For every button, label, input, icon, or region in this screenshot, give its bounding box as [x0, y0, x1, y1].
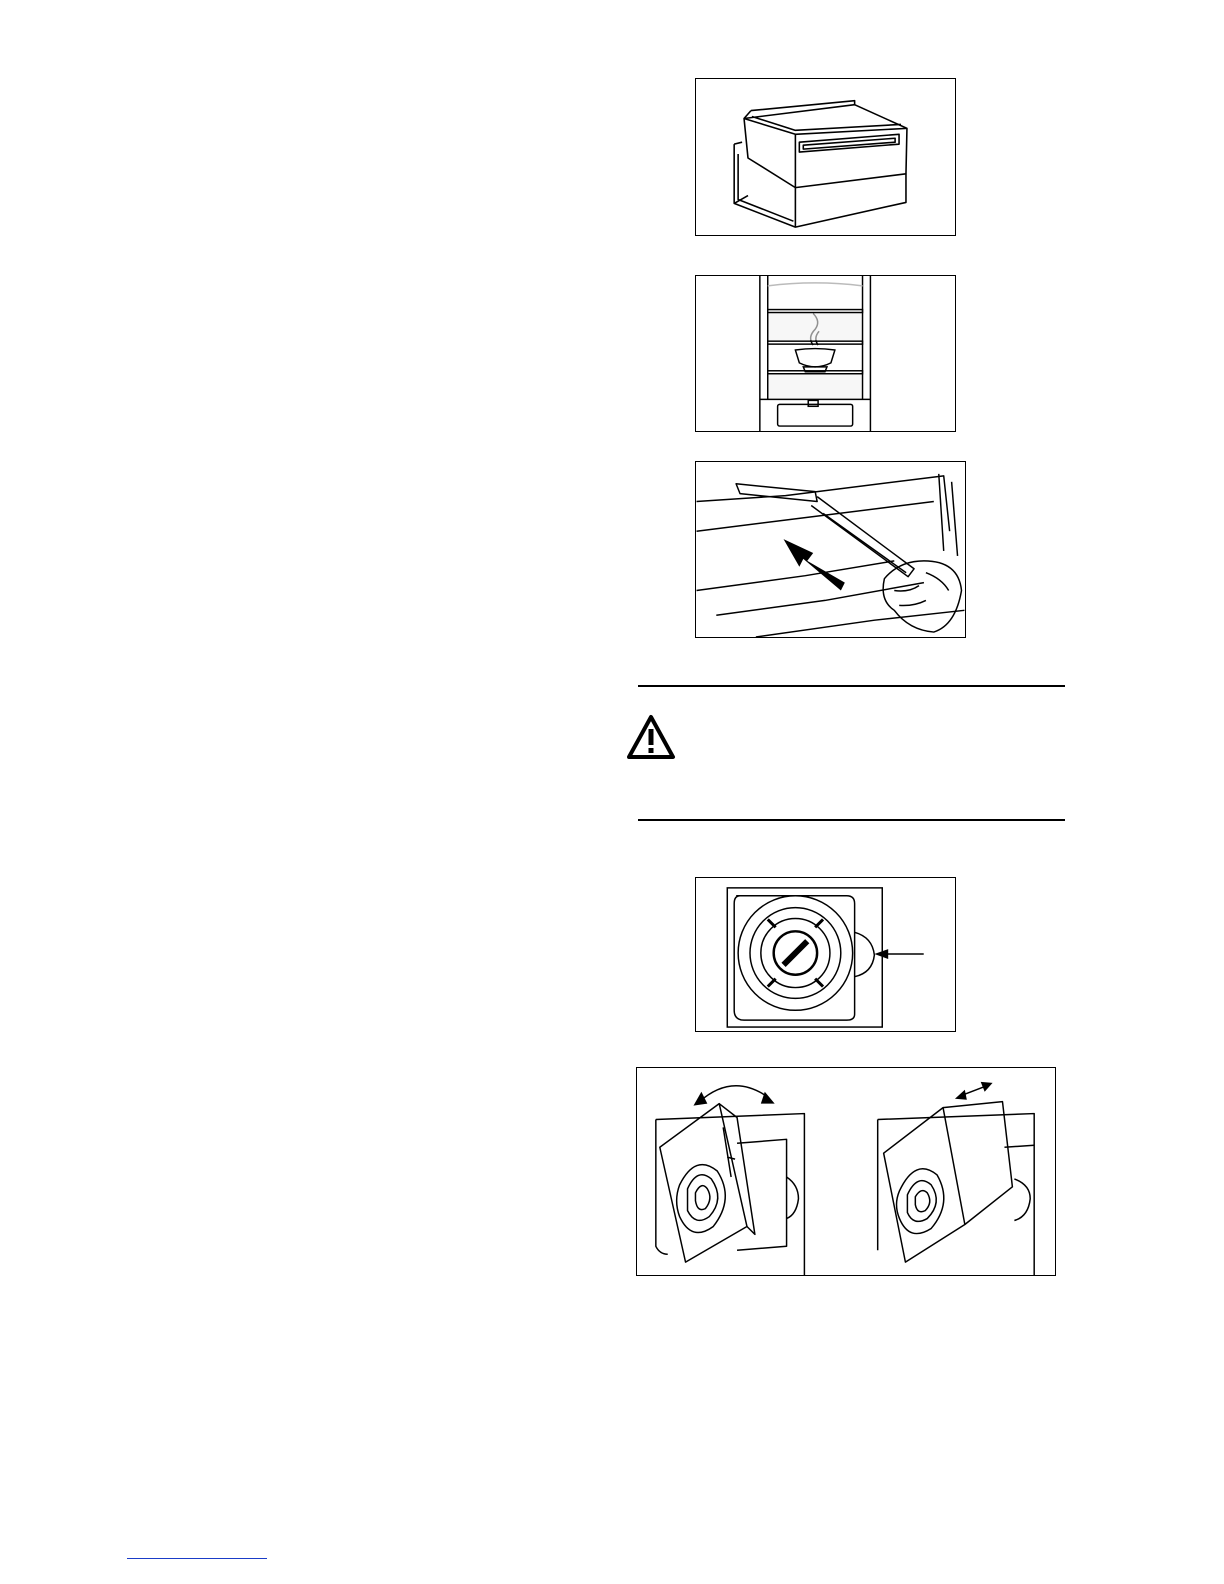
figure-lamp-cover-removal: [636, 1067, 1056, 1276]
warning-rule-bottom: [638, 819, 1065, 821]
lamp-cover-removal-illustration: [637, 1068, 1055, 1275]
shelf-insert-illustration: [696, 462, 965, 637]
fridge-interior-illustration: [696, 276, 955, 431]
figure-fridge-shelves-hot-dish: [695, 275, 956, 432]
figure-lamp-cover-arrow: [695, 877, 956, 1032]
footer-line: [127, 1558, 267, 1559]
warning-triangle-icon: [626, 714, 676, 760]
warning-rule-top: [638, 685, 1065, 687]
figure-shelf-rail-insertion: [695, 461, 966, 638]
drawer-illustration: [696, 79, 955, 235]
lamp-cover-illustration: [696, 878, 955, 1031]
figure-crisper-drawers: [695, 78, 956, 236]
